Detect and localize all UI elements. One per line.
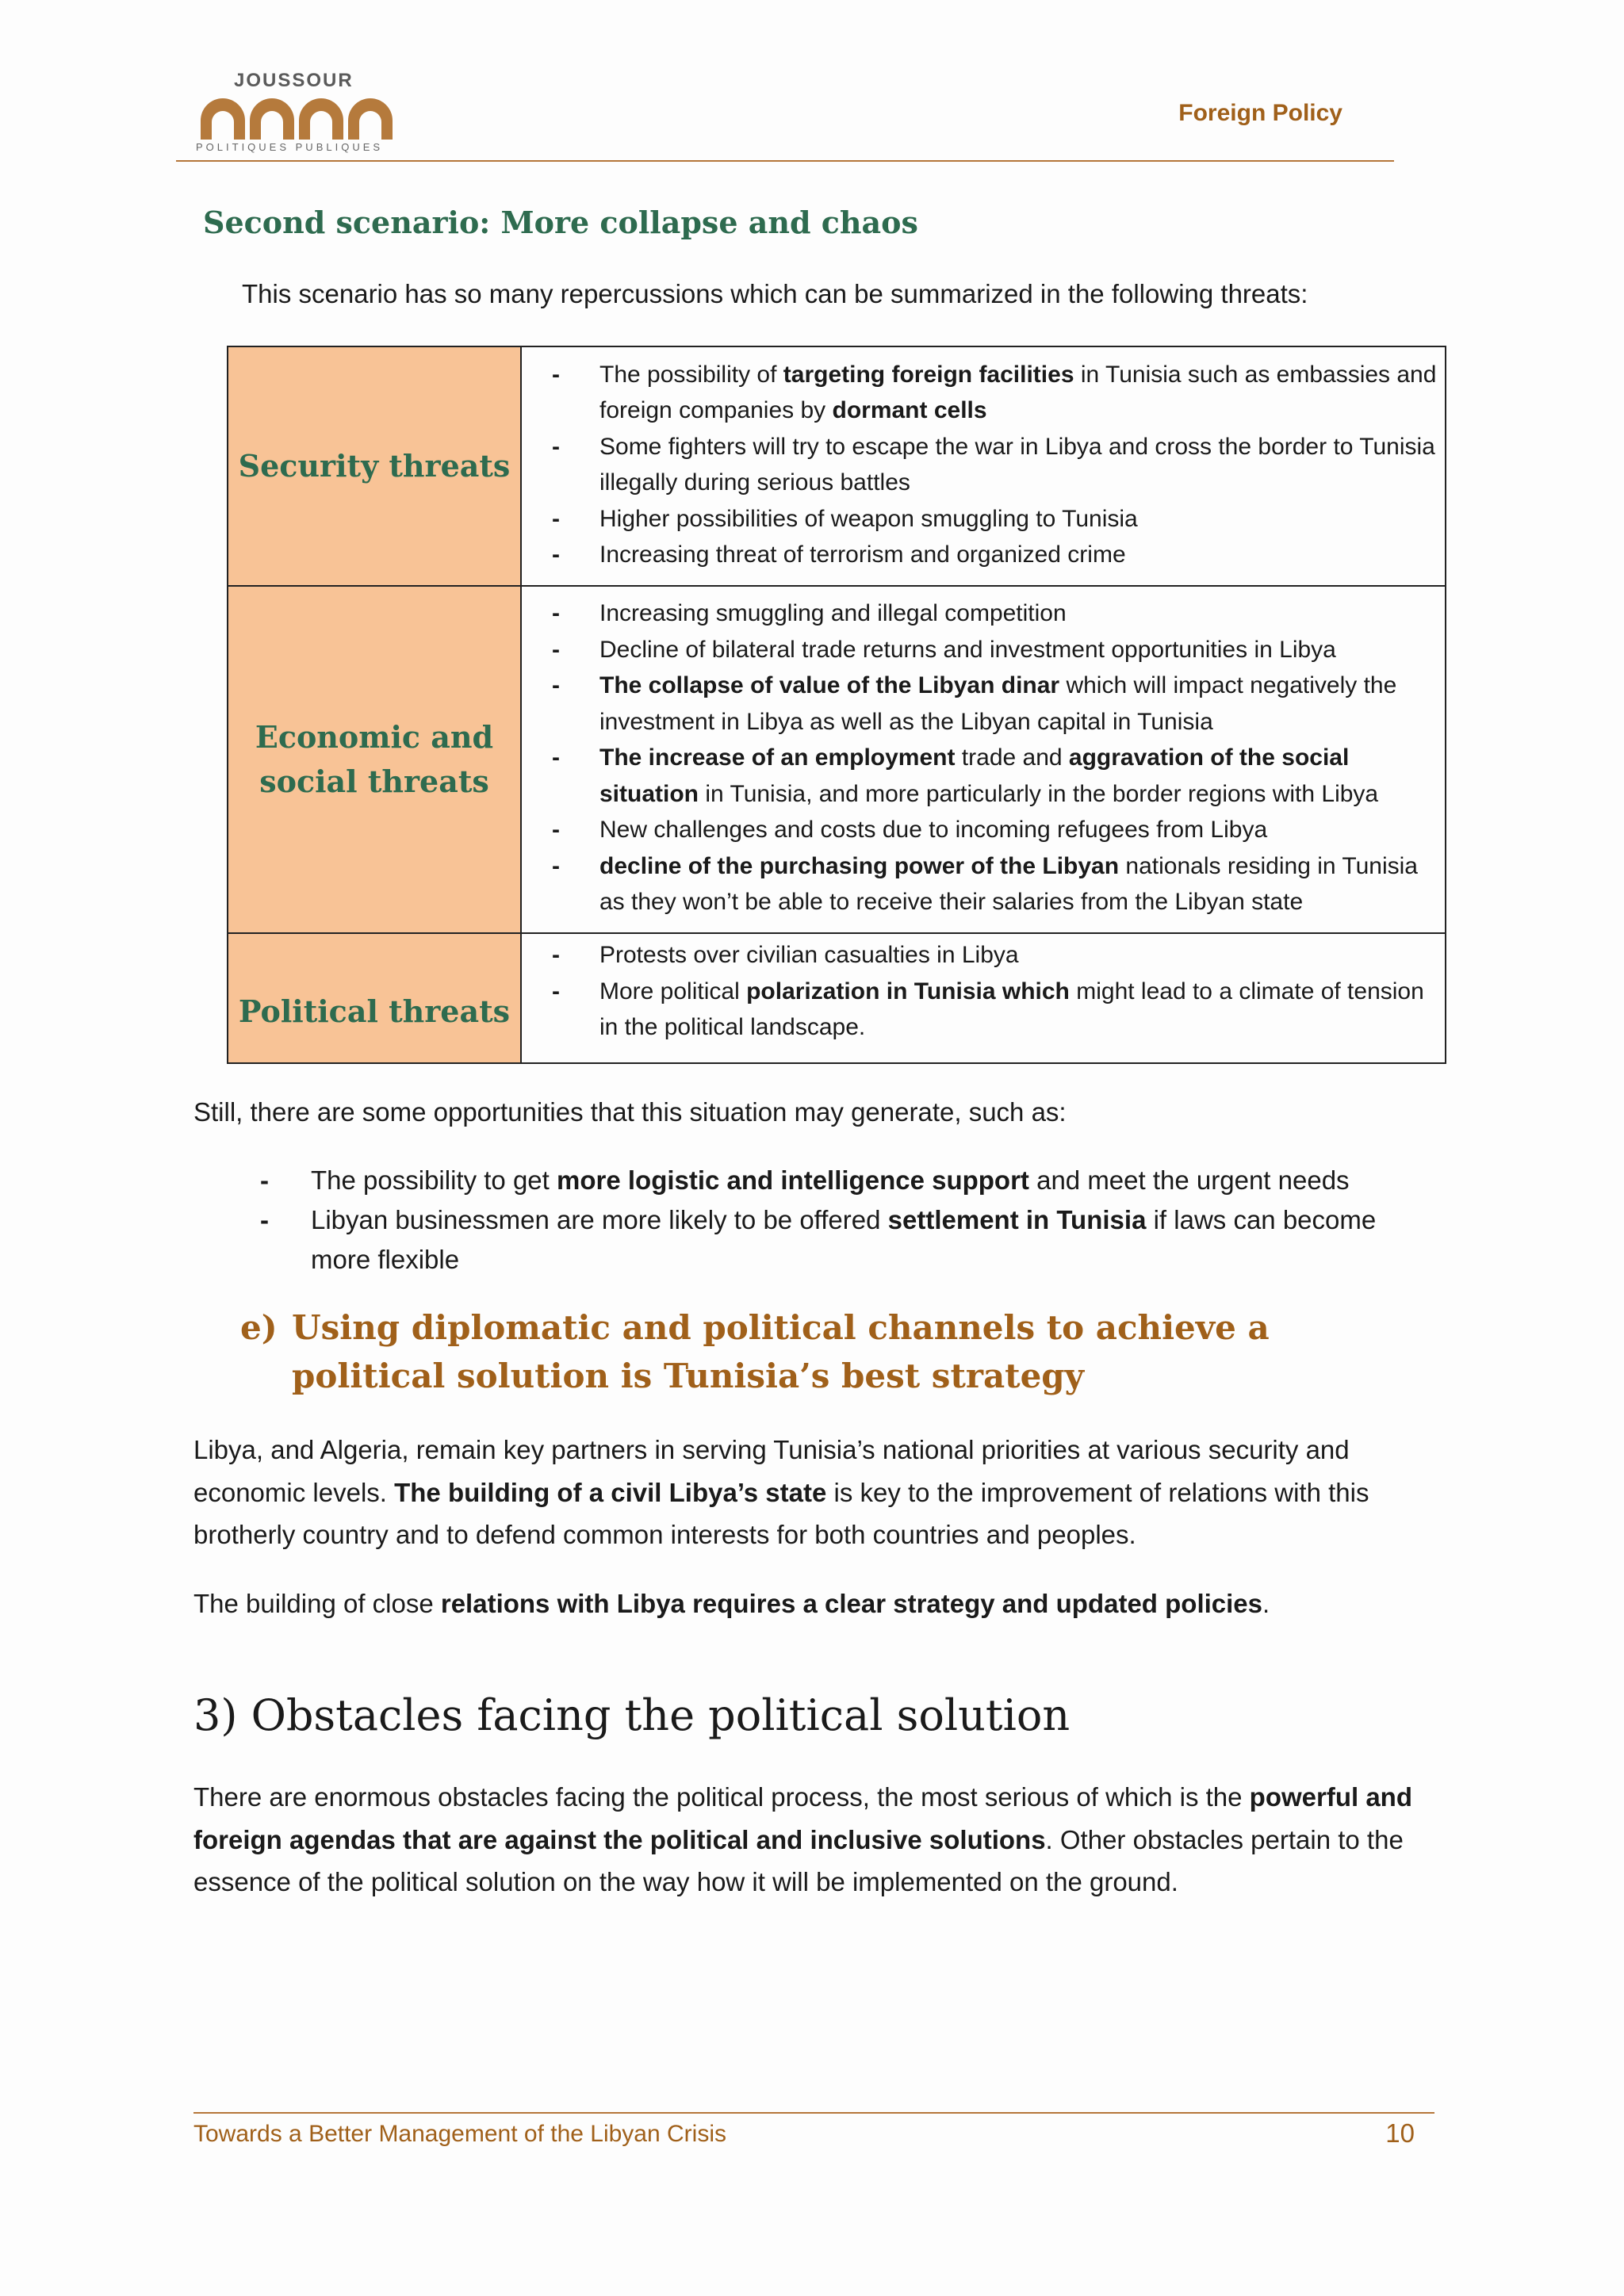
table-row-political: [228, 933, 1446, 1063]
table-row-economic: [228, 586, 1446, 933]
list-item: - Higher possibilities of weapon smuggling to Tunisia: [522, 501, 1437, 538]
list-item: - decline of the purchasing power of the Libyan nationals residing in Tunisia as they won’t be able to receive their salaries from the Libyan state: [522, 848, 1437, 920]
header-section-label: Foreign Policy: [1178, 100, 1342, 126]
economic-threats-items: [521, 586, 1446, 933]
table-row-security: [228, 346, 1446, 586]
logo-title: JOUSSOUR: [234, 70, 354, 91]
section-e-heading: [240, 1303, 1430, 1400]
section-e-title: Using diplomatic and political channels to achieve a political solution is Tunisia’s best strategy: [292, 1308, 1270, 1395]
economic-list: [522, 592, 1445, 927]
security-list: [522, 354, 1445, 580]
list-item: - The increase of an employment trade and aggravation of the social situation in Tunisia, and more particularly in the border regions with Libya: [522, 740, 1437, 812]
opportunities-intro: Still, there are some opportunities that this situation may generate, such as:: [193, 1097, 1067, 1127]
logo-subtitle: POLITIQUES PUBLIQUES: [196, 141, 384, 153]
security-threats-items: [521, 346, 1446, 586]
list-item: - More political polarization in Tunisia which might lead to a climate of tension in the political landscape.: [522, 974, 1437, 1046]
list-item: - The possibility to get more logistic and intelligence support and meet the urgent needs: [193, 1161, 1438, 1200]
logo: [194, 70, 408, 159]
list-item: - Protests over civilian casualties in Libya: [522, 937, 1437, 974]
footer-divider: [193, 2112, 1434, 2114]
political-threats-label: Political threats: [228, 933, 521, 1063]
list-item: - Increasing smuggling and illegal competition: [522, 595, 1437, 632]
security-threats-label: Security threats: [228, 346, 521, 586]
paragraph-obstacles: There are enormous obstacles facing the political process, the most serious of which is the powerful and foreign agendas that are against the political and inclusive solutions. Other obstacles pertain to the essence of the political solution on the way how it will be implemented on the ground.: [193, 1782, 1412, 1896]
paragraph-relations: The building of close relations with Libya requires a clear strategy and updated policies.: [193, 1589, 1270, 1618]
page-number: 10: [1385, 2118, 1415, 2148]
threats-table: [227, 346, 1446, 1064]
footer-title: Towards a Better Management of the Libyan Crisis: [193, 2121, 726, 2147]
logo-arches-icon: [194, 92, 408, 140]
political-threats-items: [521, 933, 1446, 1063]
list-item: - Some fighters will try to escape the war in Libya and cross the border to Tunisia illegally during serious battles: [522, 429, 1437, 501]
paragraph-libya: Libya, and Algeria, remain key partners in serving Tunisia’s national priorities at various security and economic levels. The building of a civil Libya’s state is key to the improvement of relations with this brotherly country and to defend common interests for both countries and peoples.: [193, 1435, 1369, 1549]
list-item: - New challenges and costs due to incoming refugees from Libya: [522, 812, 1437, 848]
list-item: - The possibility of targeting foreign facilities in Tunisia such as embassies and foreign companies by dormant cells: [522, 357, 1437, 429]
list-item: - The collapse of value of the Libyan dinar which will impact negatively the investment in Libya as well as the Libyan capital in Tunisia: [522, 668, 1437, 740]
section-3-heading: 3) Obstacles facing the political solution: [193, 1690, 1071, 1740]
list-item: - Increasing threat of terrorism and organized crime: [522, 537, 1437, 573]
list-item: - Libyan businessmen are more likely to be offered settlement in Tunisia if laws can become more flexible: [193, 1200, 1438, 1280]
header-divider: [176, 160, 1394, 162]
list-item: - Decline of bilateral trade returns and investment opportunities in Libya: [522, 632, 1437, 668]
scenario-title: Second scenario: More collapse and chaos: [203, 205, 918, 240]
scenario-intro: This scenario has so many repercussions which can be summarized in the following threats:: [242, 279, 1308, 308]
political-list: [522, 934, 1445, 1052]
opportunities-list: [193, 1161, 1438, 1280]
section-e-letter: e): [240, 1308, 278, 1347]
economic-threats-label: Economic and social threats: [228, 586, 521, 933]
